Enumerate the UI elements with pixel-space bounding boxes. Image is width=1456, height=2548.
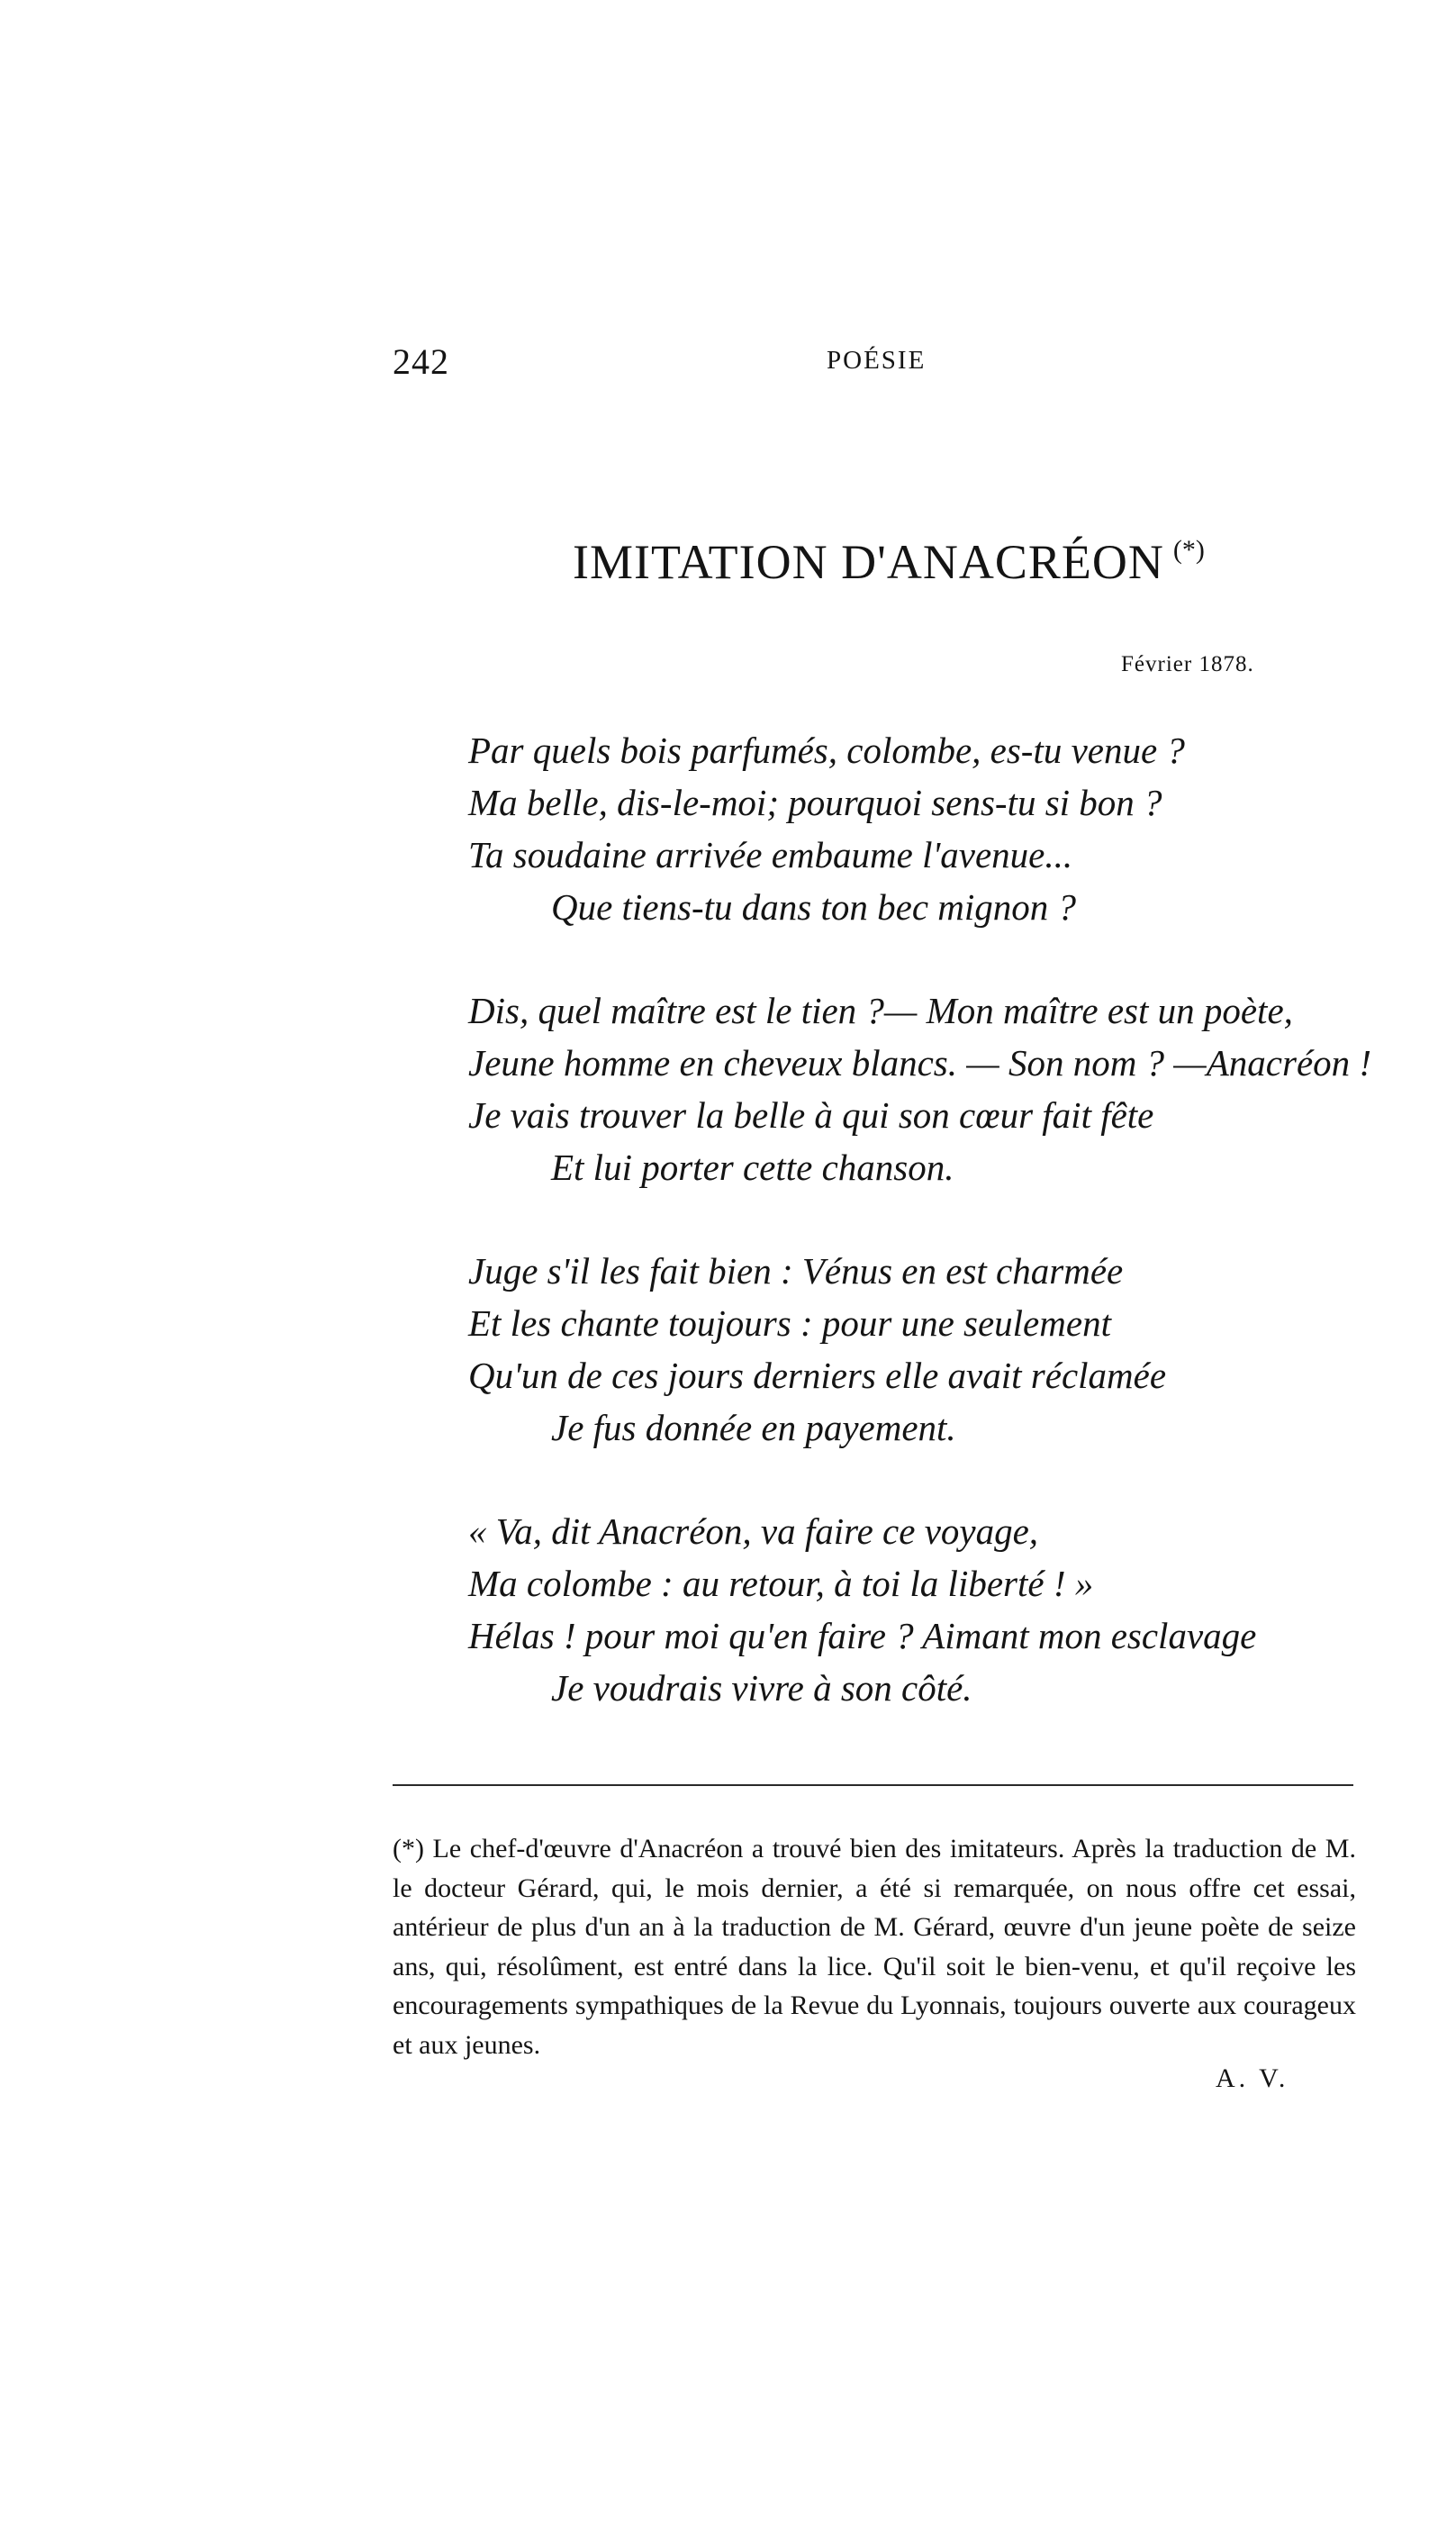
verse: Qu'un de ces jours derniers elle avait réclamée — [468, 1355, 1167, 1396]
stanza-2 — [468, 984, 1372, 1193]
verse-indented: Je voudrais vivre à son côté. — [551, 1667, 972, 1709]
verse: Dis, quel maître est le tien ?— Mon maître est un poète, — [468, 990, 1293, 1031]
verse: Hélas ! pour moi qu'en faire ? Aimant mon esclavage — [468, 1615, 1257, 1656]
verse-indented: Je fus donnée en payement. — [551, 1407, 956, 1448]
page-number: 242 — [393, 341, 449, 382]
running-head: POÉSIE — [827, 346, 927, 375]
stanza-3 — [468, 1245, 1369, 1454]
poem-date: Février 1878. — [1121, 652, 1254, 676]
verse: « Va, dit Anacréon, va faire ce voyage, — [468, 1510, 1039, 1552]
stanza-1 — [468, 724, 1369, 933]
poem-body — [468, 724, 1372, 1765]
verse: Ta soudaine arrivée embaume l'avenue... — [468, 834, 1073, 875]
verse: Ma belle, dis-le-moi; pourquoi sens-tu si bon ? — [468, 782, 1162, 823]
verse: Je vais trouver la belle à qui son cœur fait fête — [468, 1094, 1154, 1136]
verse-indented: Que tiens-tu dans ton bec mignon ? — [551, 886, 1077, 928]
verse: Et les chante toujours : pour une seulement — [468, 1302, 1111, 1344]
verse-indented: Et lui porter cette chanson. — [551, 1147, 954, 1188]
title-footnote-mark: (*) — [1172, 535, 1205, 565]
verse: Par quels bois parfumés, colombe, es-tu venue ? — [468, 730, 1185, 771]
page-header — [393, 340, 1334, 387]
verse: Jeune homme en cheveux blancs. — Son nom ? —Anacréon ! — [468, 1042, 1372, 1084]
footnote-divider — [393, 1784, 1353, 1786]
stanza-4 — [468, 1505, 1369, 1714]
footnote-signature: A. V. — [1216, 2063, 1289, 2093]
verse: Juge s'il les fait bien : Vénus en est charmée — [468, 1250, 1124, 1292]
poem-title-block — [573, 534, 1205, 590]
verse: Ma colombe : au retour, à toi la liberté ! » — [468, 1563, 1094, 1604]
footnote-text: (*) Le chef-d'œuvre d'Anacréon a trouvé bien des imitateurs. Après la traduction de M. le docteur Gérard, qui, le mois dernier, a été si remarquée, on nous offre cet essai, antérieur de plus d'un an à la traduction de M. Gérard, œuvre d'un jeune poète de seize ans, qui, résolûment, est entré dans la lice. Qu'il soit le bien-venu, et qu'il reçoive les encouragements sympathiques de la Revue du Lyonnais, toujours ouverte aux courageux et aux jeunes. — [393, 1834, 1356, 2060]
poem-title: IMITATION D'ANACRÉON — [573, 535, 1164, 589]
